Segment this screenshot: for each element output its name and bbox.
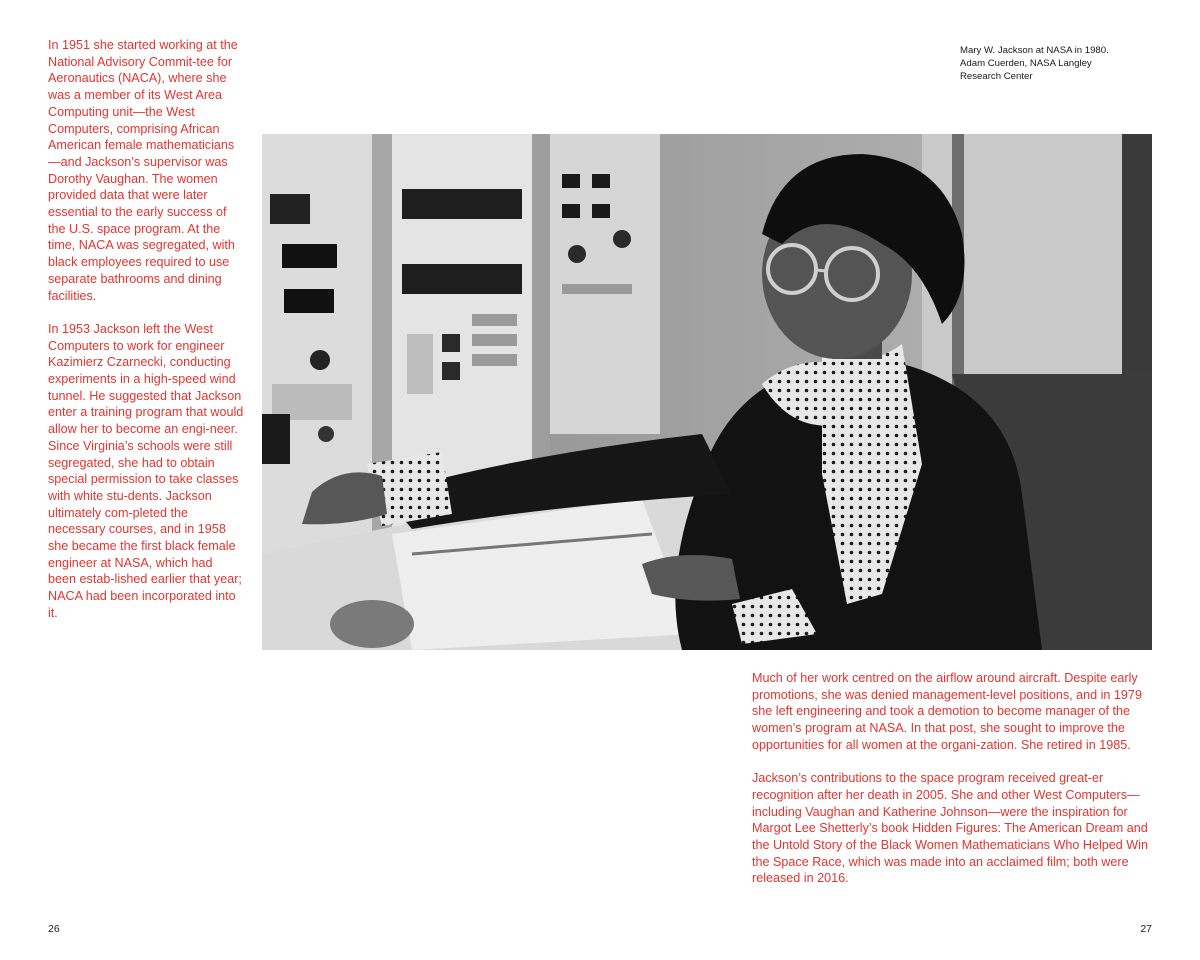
- page-number-left: 26: [48, 923, 60, 935]
- left-paragraph-1: In 1951 she started working at the National Advisory Commit-tee for Aeronautics (NACA), where she was a member of its West Area Computing unit—the West Computers, comprising African American female mathematicians—and Jackson’s supervisor was Dorothy Vaughan. The women provided data that were later essential to the early success of the U.S. space program. At the time, NACA was segregated, with black employees required to use separate bathrooms and dining facilities.: [48, 38, 238, 303]
- hand-right: [642, 555, 740, 601]
- right-paragraph-1: Much of her work centred on the airflow around aircraft. Despite early promotions, she was denied management-level positions, and in 1979 she left engineering and took a demotion to become manager of the women’s program at NASA. In that post, she sought to improve the opportunities for all women at the organi-zation. She retired in 1985.: [752, 671, 1142, 752]
- caption-line-3: Research Center: [960, 71, 1033, 82]
- photo-caption: [960, 44, 1160, 83]
- desk-device: [330, 600, 414, 648]
- photograph: [262, 134, 1152, 650]
- right-text-column: [752, 670, 1152, 904]
- caption-line-2: Adam Cuerden, NASA Langley: [960, 58, 1092, 69]
- right-paragraph-2: Jackson’s contributions to the space program received great-er recognition after her death in 2005. She and other West Computers—including Vaughan and Katherine Johnson—were the inspiration for Margot Lee Shetterly’s book Hidden Figures: The American Dream and the Untold Story of the Black Women Mathematicians Who Helped Win the Space Race, which was made into an acclaimed film; both were released in 2016.: [752, 771, 1148, 886]
- photograph-illustration: [262, 134, 1152, 650]
- caption-line-1: Mary W. Jackson at NASA in 1980.: [960, 45, 1109, 56]
- page-number-right: 27: [1140, 923, 1152, 935]
- left-text-column: [48, 37, 244, 638]
- left-paragraph-2: In 1953 Jackson left the West Computers to work for engineer Kazimierz Czarnecki, conducting experiments in a high-speed wind tunnel. He suggested that Jackson enter a training program that would allow her to become an engi-neer. Since Virginia’s schools were still segregated, she had to obtain special permission to take classes with white stu-dents. Jackson ultimately com-pleted the necessary courses, and in 1958 she became the first black female engineer at NASA, which had been estab-lished earlier that year; NACA had been incorporated into it.: [48, 321, 244, 620]
